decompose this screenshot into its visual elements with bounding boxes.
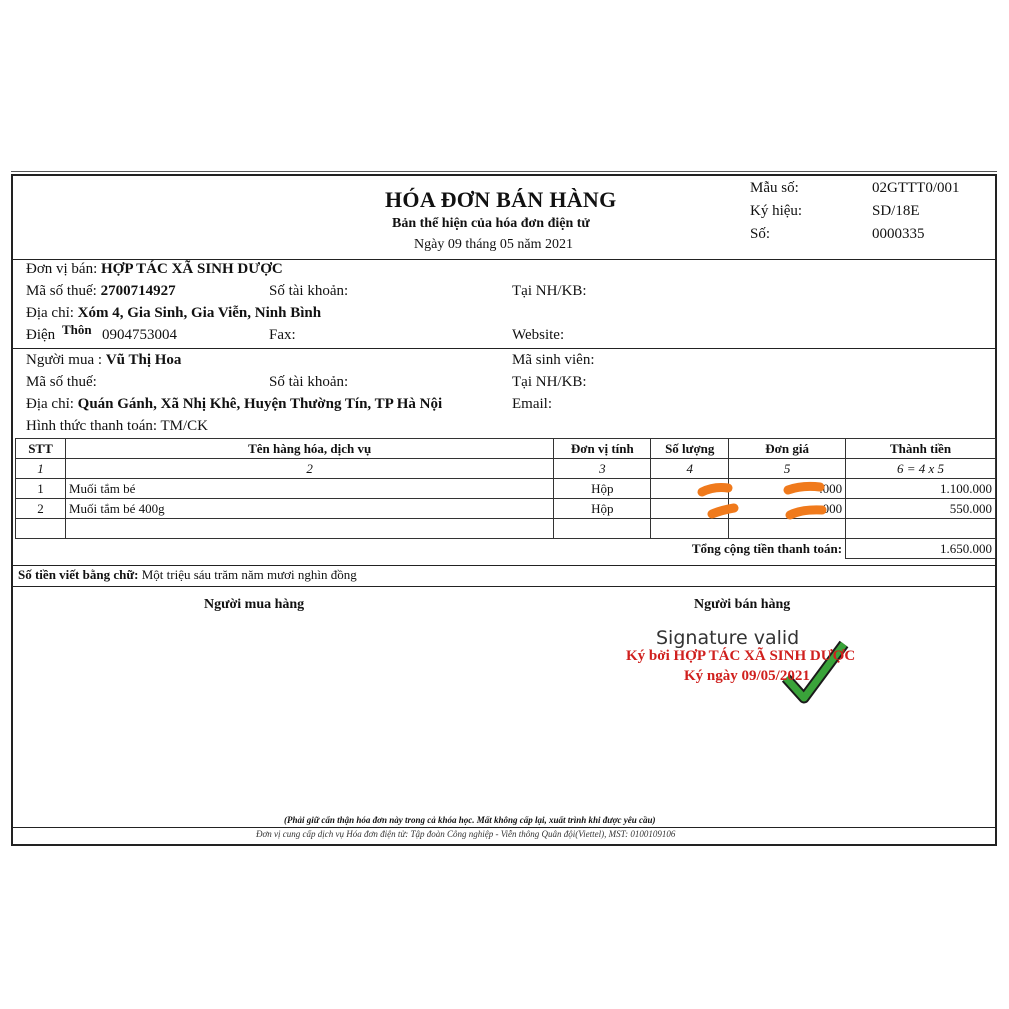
footer-note: (Phải giữ cẩn thận hóa đơn này trong cả khóa học. Mất không cấp lại, xuất trình khi được yêu cầu) bbox=[284, 815, 656, 825]
buyer-address-row bbox=[26, 396, 442, 413]
seller-website-label: Website: bbox=[512, 327, 565, 343]
seller-address-value: Xóm 4, Gia Sinh, Gia Viễn, Ninh Bình bbox=[77, 305, 322, 321]
buyer-email-label: Email: bbox=[512, 396, 552, 412]
buyer-signature-label: Người mua hàng bbox=[204, 597, 305, 612]
seller-bank-label: Tại NH/KB: bbox=[512, 283, 587, 299]
row-price: .000 bbox=[729, 479, 846, 499]
seller-tax-row bbox=[26, 283, 176, 300]
payment-method: Hình thức thanh toán: TM/CK bbox=[26, 418, 209, 434]
seller-unit-label: Đơn vị bán: bbox=[26, 261, 98, 277]
row-total: 1.100.000 bbox=[846, 479, 996, 499]
seller-address-row bbox=[26, 305, 321, 322]
amount-words-row bbox=[18, 567, 357, 583]
redaction-scribble bbox=[790, 510, 822, 515]
divider bbox=[13, 586, 995, 587]
empty-cell bbox=[846, 519, 996, 539]
table-total-row bbox=[16, 539, 996, 559]
seller-tax-label: Mã số thuế: bbox=[26, 283, 97, 299]
total-label: Tổng cộng tiền thanh toán: bbox=[16, 539, 846, 559]
seller-unit-value: HỢP TÁC XÃ SINH DƯỢC bbox=[101, 261, 283, 277]
signed-by-text: Ký bởi HỢP TÁC XÃ SINH DƯỢC bbox=[626, 648, 856, 664]
row-total: 550.000 bbox=[846, 499, 996, 519]
seller-address-label: Địa chỉ: bbox=[26, 305, 74, 321]
handwritten-note: Thôn bbox=[62, 322, 92, 337]
redaction-scribble bbox=[788, 486, 820, 490]
table-header-row bbox=[16, 439, 996, 459]
seller-phone-value: 0904753004 bbox=[102, 327, 177, 343]
signed-date-text: Ký ngày 09/05/2021 bbox=[684, 668, 810, 684]
footer-provider: Đơn vị cung cấp dịch vụ Hóa đơn điện tử: Tập đoàn Công nghiệp - Viễn thông Quân đội(Viettel), MST: 0100109106 bbox=[256, 829, 676, 839]
table-index-row bbox=[16, 459, 996, 479]
mau-so-value: 02GTTT0/001 bbox=[872, 180, 960, 196]
index-cell: 3 bbox=[554, 459, 651, 479]
divider bbox=[13, 259, 995, 260]
header-unit: Đơn vị tính bbox=[554, 439, 651, 459]
header-price: Đơn giá bbox=[729, 439, 846, 459]
divider bbox=[13, 348, 995, 349]
divider bbox=[13, 565, 995, 566]
table-row bbox=[16, 479, 996, 499]
row-price: .000 bbox=[729, 499, 846, 519]
empty-cell bbox=[16, 519, 66, 539]
row-name: Muối tắm bé bbox=[65, 479, 553, 499]
redaction-scribble bbox=[702, 488, 728, 493]
buyer-student-label: Mã sinh viên: bbox=[512, 352, 595, 368]
ky-hieu-value: SD/18E bbox=[872, 203, 920, 219]
table-empty-row bbox=[16, 519, 996, 539]
seller-fax-label: Fax: bbox=[269, 327, 296, 343]
invoice-date: Ngày 09 tháng 05 năm 2021 bbox=[414, 237, 574, 252]
header-name: Tên hàng hóa, dịch vụ bbox=[65, 439, 553, 459]
buyer-tax-label: Mã số thuế: bbox=[26, 374, 97, 390]
row-unit: Hộp bbox=[554, 499, 651, 519]
seller-account-label: Số tài khoản: bbox=[269, 283, 349, 299]
divider bbox=[13, 827, 995, 828]
row-stt: 1 bbox=[16, 479, 66, 499]
header-qty: Số lượng bbox=[651, 439, 729, 459]
seller-unit-row bbox=[26, 261, 283, 278]
row-stt: 2 bbox=[16, 499, 66, 519]
empty-cell bbox=[554, 519, 651, 539]
buyer-address-label: Địa chỉ: bbox=[26, 396, 74, 412]
row-unit: Hộp bbox=[554, 479, 651, 499]
seller-phone-label: Điện bbox=[26, 327, 56, 343]
so-label: Số: bbox=[750, 226, 771, 242]
table-row bbox=[16, 499, 996, 519]
buyer-name-row bbox=[26, 352, 181, 369]
items-table bbox=[15, 438, 996, 559]
ky-hieu-label: Ký hiệu: bbox=[750, 203, 803, 219]
redaction-marks bbox=[690, 480, 840, 525]
seller-tax-value: 2700714927 bbox=[100, 283, 176, 299]
row-name: Muối tắm bé 400g bbox=[65, 499, 553, 519]
buyer-account-label: Số tài khoản: bbox=[269, 374, 349, 390]
buyer-bank-label: Tại NH/KB: bbox=[512, 374, 587, 390]
empty-cell bbox=[65, 519, 553, 539]
buyer-address-value: Quán Gánh, Xã Nhị Khê, Huyện Thường Tín, TP Hà Nội bbox=[77, 396, 443, 412]
top-edge-line bbox=[11, 171, 997, 172]
so-value: 0000335 bbox=[872, 226, 925, 242]
mau-so-label: Mẫu số: bbox=[750, 180, 799, 196]
total-value: 1.650.000 bbox=[846, 539, 996, 559]
index-cell: 5 bbox=[729, 459, 846, 479]
index-cell: 4 bbox=[651, 459, 729, 479]
index-cell: 2 bbox=[65, 459, 553, 479]
header-total: Thành tiền bbox=[846, 439, 996, 459]
index-cell: 6 = 4 x 5 bbox=[846, 459, 996, 479]
amount-words-label: Số tiền viết bằng chữ: bbox=[18, 567, 139, 582]
index-cell: 1 bbox=[16, 459, 66, 479]
signature-valid-text: Signature valid bbox=[656, 627, 800, 649]
invoice-title: HÓA ĐƠN BÁN HÀNG bbox=[385, 187, 617, 212]
seller-signature-label: Người bán hàng bbox=[694, 597, 791, 612]
invoice-subtitle: Bản thể hiện của hóa đơn điện tử bbox=[392, 216, 590, 231]
header-stt: STT bbox=[16, 439, 66, 459]
amount-words-value: Một triệu sáu trăm năm mươi nghìn đồng bbox=[141, 567, 357, 582]
buyer-name-label: Người mua : bbox=[26, 352, 103, 368]
buyer-name-value: Vũ Thị Hoa bbox=[105, 352, 182, 368]
redaction-scribble bbox=[712, 508, 734, 514]
